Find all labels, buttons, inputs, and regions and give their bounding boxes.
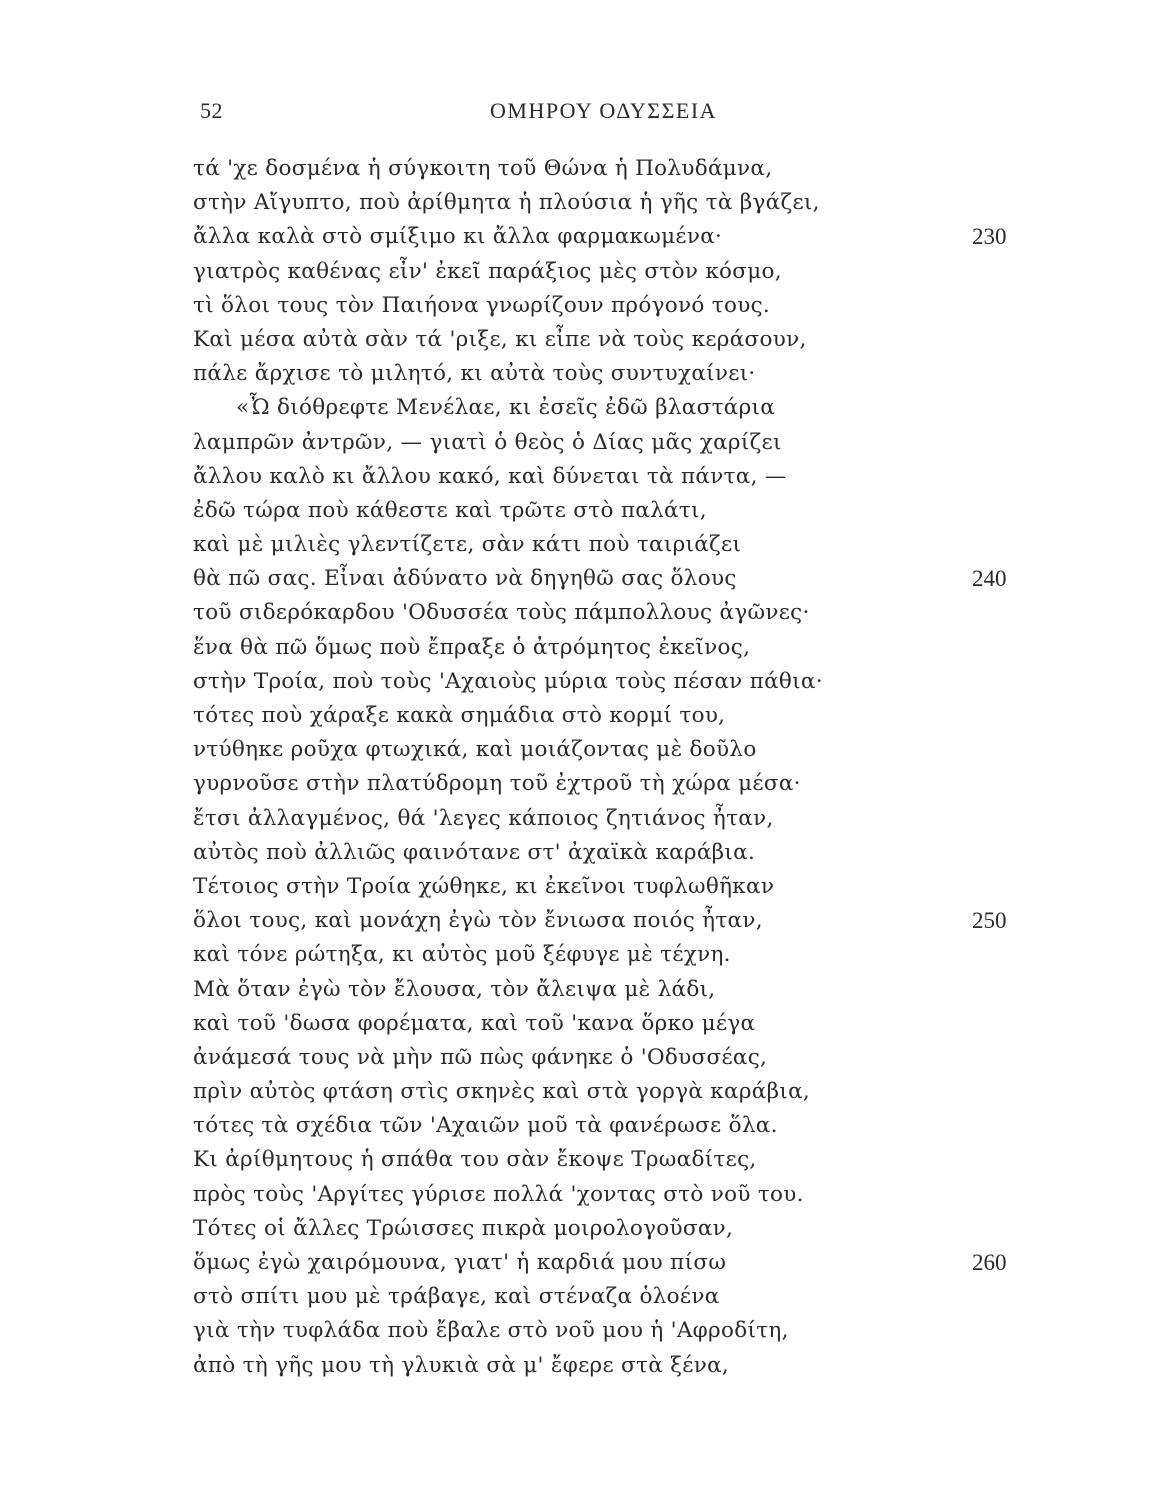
verse-text: Μὰ ὅταν ἐγὼ τὸν ἔλουσα, τὸν ἄλειψα μὲ λάδι, [193,976,716,1002]
verse-text: πρὸς τοὺς 'Αργίτες γύρισε πολλά 'χοντας στὸ νοῦ του. [193,1181,804,1207]
verse-line [0,1007,1155,1041]
verse-text: ἔτσι ἀλλαγμένος, θά 'λεγες κάποιος ζητιάνος ἦταν, [193,805,774,831]
verse-line [0,836,1155,870]
verse-number: 260 [972,1250,1007,1275]
verse-line [0,733,1155,767]
verse-text: ἀπὸ τὴ γῆς μου τὴ γλυκιὰ σὰ μ' ἔφερε στὰ ξένα, [193,1352,730,1378]
verse-number: 250 [972,908,1007,934]
verse-line [0,596,1155,630]
verse-line [0,391,1155,425]
verse-line [0,255,1155,289]
verse-number: 240 [972,566,1007,592]
verse-line [0,1041,1155,1075]
verse-line [0,767,1155,801]
verse-text: ἄλλα καλὰ στὸ σμίξιμο κι ἄλλα φαρμακωμένα· [193,224,723,250]
verse-line [0,323,1155,357]
verse-text: ἀνάμεσά τους νὰ μὴν πῶ πὼς φάνηκε ὁ 'Οδυσσέας, [193,1044,768,1070]
verse-text: γιατρὸς καθένας εἶν' ἐκεῖ παράξιος μὲς στὸν κόσμο, [193,258,782,284]
verse-line [0,1280,1155,1314]
verse-number: 230 [972,224,1007,250]
verse-text: τὶ ὅλοι τους τὸν Παιήονα γνωρίζουν πρόγονό τους. [193,292,771,318]
verse-line [0,528,1155,562]
verse-text: καὶ τόνε ρώτηξα, κι αὐτὸς μοῦ ξέφυγε μὲ τέχνη. [193,942,731,968]
verse-text: ἐδῶ τώρα ποὺ κάθεστε καὶ τρῶτε στὸ παλάτι, [193,497,707,523]
verse-text: στὴν Τροία, ποὺ τοὺς 'Αχαιοὺς μύρια τοὺς πέσαν πάθια· [193,668,823,694]
verse-text: ὅλοι τους, καὶ μονάχη ἐγὼ τὸν ἔνιωσα ποιός ἦταν, [193,908,763,934]
verse-line [0,152,1155,186]
page-number: 52 [200,98,223,123]
verse-line [0,904,1155,938]
verse-text: πρὶν αὐτὸς φτάση στὶς σκηνὲς καὶ στὰ γοργὰ καράβια, [193,1079,811,1105]
verse-line [0,665,1155,699]
verse-line [0,1246,1155,1280]
verse-text: αὐτὸς ποὺ ἀλλιῶς φαινότανε στ' ἀχαϊκὰ καράβια. [193,839,756,865]
verse-line [0,938,1155,972]
verse-line [0,973,1155,1007]
verse-text: ἕνα θὰ πῶ ὅμως ποὺ ἔπραξε ὁ ἀτρόμητος ἐκεῖνος, [193,634,751,660]
verse-text: λαμπρῶν ἀντρῶν, — γιατὶ ὁ θεὸς ὁ Δίας μᾶς χαρίζει [193,429,782,455]
verse-line [0,289,1155,323]
verse-text: ὅμως ἐγὼ χαιρόμουνα, γιατ' ἡ καρδιά μου πίσω [193,1250,727,1275]
verse-line [0,802,1155,836]
verse-line [0,426,1155,460]
verse-text: Κι ἀρίθμητους ἡ σπάθα του σὰν ἔκοψε Τρωαδίτες, [193,1147,757,1173]
verse-line [0,220,1155,254]
verse-text: τότες ποὺ χάραξε κακὰ σημάδια στὸ κορμί του, [193,703,726,728]
verse-text: γυρνοῦσε στὴν πλατύδρομη τοῦ ἐχτροῦ τὴ χώρα μέσα· [193,771,801,797]
verse-line [0,357,1155,391]
verse-text: ἄλλου καλὸ κι ἄλλου κακό, καὶ δύνεται τὰ πάντα, — [193,463,787,489]
verse-line [0,186,1155,220]
verse-line [0,699,1155,733]
verse-text: τοῦ σιδερόκαρδου 'Οδυσσέα τοὺς πάμπολλους ἀγῶνες· [193,600,810,626]
verse-text: Τέτοιος στὴν Τροία χώθηκε, κι ἐκεῖνοι τυφλωθῆκαν [193,873,775,899]
verse-line [0,1212,1155,1246]
verse-text: Τότες οἱ ἄλλες Τρώισσες πικρὰ μοιρολογοῦσαν, [193,1215,734,1241]
verse-line [0,1349,1155,1383]
verse-line [0,562,1155,596]
verse-text: Καὶ μέσα αὐτὰ σὰν τά 'ριξε, κι εἶπε νὰ τοὺς κεράσουν, [193,326,807,352]
verse-line [0,870,1155,904]
verse-text: θὰ πῶ σας. Εἶναι ἀδύνατο νὰ δηγηθῶ σας ὅλους [193,566,737,592]
verse-line [0,1075,1155,1109]
verse-text: στὸ σπίτι μου μὲ τράβαγε, καὶ στέναζα ὁλοένα [193,1284,720,1310]
verse-text: τά 'χε δοσμένα ἡ σύγκοιτη τοῦ Θώνα ἡ Πολυδάμνα, [193,156,773,181]
verse-text: στὴν Αἴγυπτο, ποὺ ἀρίθμητα ἡ πλούσια ἡ γῆς τὰ βγάζει, [193,190,820,216]
verse-line [0,494,1155,528]
verse-text: πάλε ἄρχισε τὸ μιλητό, κι αὐτὰ τοὺς συντυχαίνει· [193,361,756,387]
verse-line [0,460,1155,494]
verse-line [0,1178,1155,1212]
verse-text: καὶ τοῦ 'δωσα φορέματα, καὶ τοῦ 'κανα ὅρκο μέγα [193,1010,756,1036]
verse-list [0,152,1155,1383]
verse-line [0,1143,1155,1177]
verse-line [0,1314,1155,1348]
verse-text: καὶ μὲ μιλιὲς γλεντίζετε, σὰν κάτι ποὺ ταιριάζει [193,532,742,558]
running-head: ΟΜΗΡΟΥ ΟΔΥΣΣΕΙΑ [490,98,718,123]
verse-text: γιὰ τὴν τυφλάδα ποὺ ἔβαλε στὸ νοῦ μου ἡ 'Αφροδίτη, [193,1318,789,1344]
verse-text: τότες τὰ σχέδια τῶν 'Αχαιῶν μοῦ τὰ φανέρωσε ὅλα. [193,1113,778,1139]
verse-text: «Ὦ διόθρεφτε Μενέλαε, κι ἐσεῖς ἐδῶ βλαστάρια [236,395,776,421]
verse-line [0,1109,1155,1143]
verse-line [0,631,1155,665]
verse-text: ντύθηκε ροῦχα φτωχικά, καὶ μοιάζοντας μὲ δοῦλο [193,737,757,763]
